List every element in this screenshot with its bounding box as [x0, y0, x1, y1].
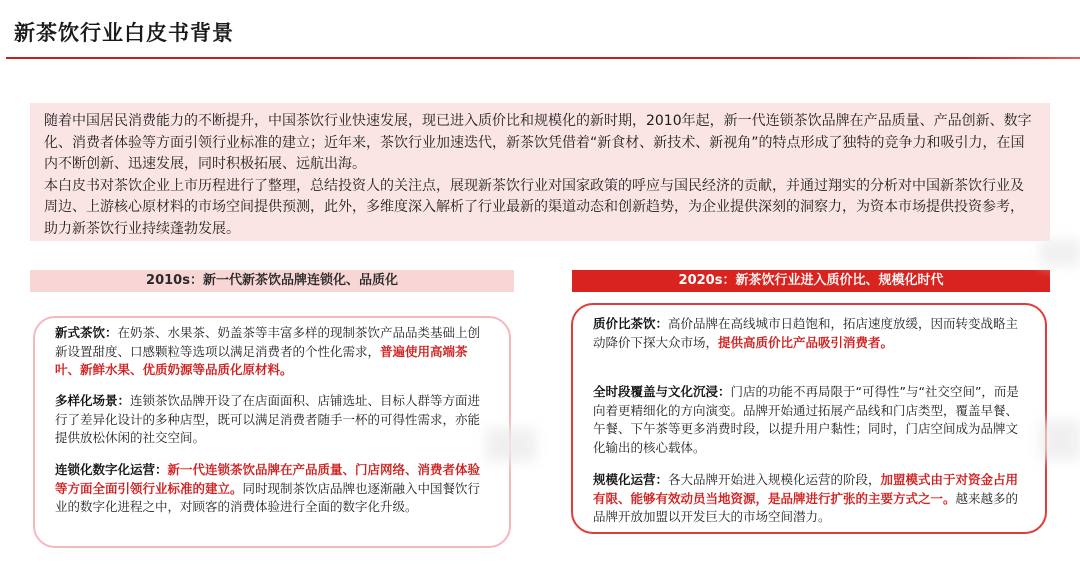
entry-scale-operations — [593, 471, 1025, 527]
entry-highlight: 加盟模式由于对资金占用有限、能够有效动员当地资源，是品牌进行扩张的主要方式之一。 — [593, 472, 1019, 506]
entry-chain-digital-ops — [55, 461, 491, 517]
title-divider — [6, 57, 1080, 59]
entry-text: 连锁茶饮品牌开设了在店面面积、店铺选址、目标人群等方面进行了差异化设计的多种店型，既可以满足消费者随手一杯的可得性需求，亦能提供放松休闲的社交空间。 — [55, 393, 481, 445]
entry-text: 各大品牌开始进入规模化运营的阶段， — [668, 472, 881, 487]
watermark-blur — [1040, 240, 1080, 266]
intro-paragraph-1: 随着中国居民消费能力的不断提升，中国茶饮行业快速发展，现已进入质价比和规模化的新时期，2010年起，新一代连锁茶饮品牌在产品质量、产品创新、数字化、消费者体验等方面引领行业标准的建立；近年来，茶饮行业加速迭代，新茶饮凭借着“新食材、新技术、新视角”的特点形成了独特的竞争力和吸引力，在国内不断创新、迅速发展，同时积极拓展、远航出海。 — [44, 113, 1032, 172]
entry-label: 多样化场景： — [55, 393, 131, 408]
entry-text: 在奶茶、水果茶、奶盖茶等丰富多样的现制茶饮产品品类基础上创新设置甜度、口感颗粒等选项以满足消费者的个性化需求， — [55, 325, 481, 359]
entry-text: 高价品牌在高线城市日趋饱和，拓店速度放缓，因而转变战略主动降价下探大众市场， — [593, 316, 1019, 350]
section-header-2010s: 2010s：新一代新茶饮品牌连锁化、品质化 — [30, 270, 514, 292]
title-divider-accent — [960, 57, 1080, 59]
entry-label: 全时段覆盖与文化沉浸： — [593, 384, 731, 399]
entry-text: 门店的功能不再局限于“可得性”与“社交空间”，而是向着更精细化的方向演变。品牌开始通过拓展产品线和门店类型，覆盖早餐、午餐、下午茶等更多消费时段，以提升用户黏性；同时，门店空间成为品牌文化输出的核心载体。 — [593, 384, 1019, 455]
entry-text-after: 越来越多的品牌开放加盟以开发巨大的市场空间潜力。 — [593, 490, 1019, 524]
card-2020s — [571, 303, 1047, 534]
entry-diverse-scenarios — [55, 392, 491, 448]
card-2010s — [33, 316, 511, 548]
entry-label: 新式茶饮： — [55, 325, 118, 340]
page-title: 新茶饮行业白皮书背景 — [14, 20, 234, 45]
entry-label: 连锁化数字化运营： — [55, 462, 168, 477]
entry-highlight: 新一代连锁茶饮品牌在产品质量、门店网络、消费者体验等方面全面引领行业标准的建立。 — [55, 462, 481, 496]
entry-highlight: 普遍使用高端茶叶、新鲜水果、优质奶源等品质化原材料。 — [55, 343, 468, 377]
entry-highlight: 提供高质价比产品吸引消费者。 — [718, 334, 894, 350]
intro-paragraph-2: 本白皮书对茶饮企业上市历程进行了整理，总结投资人的关注点，展现新茶饮行业对国家政策的呼应与国民经济的贡献，并通过翔实的分析对中国新茶饮行业及周边、上游核心原材料的市场空间提供预测，此外，多维度深入解析了行业最新的渠道动态和创新趋势，为企业提供深刻的洞察力，为资本市场提供投资参考，助力新茶饮行业持续蓬勃发展。 — [44, 177, 1024, 237]
entry-text: 同时现制茶饮店品牌也逐渐融入中国餐饮行业的数字化进程之中，对顾客的消费体验进行全面的数字化升级。 — [55, 480, 481, 514]
watermark-blur — [486, 428, 536, 462]
section-header-2020s: 2020s：新茶饮行业进入质价比、规模化时代 — [572, 270, 1050, 292]
entry-all-day-coverage — [593, 383, 1025, 457]
watermark-blur — [1040, 420, 1080, 460]
entry-label: 质价比茶饮： — [593, 316, 669, 331]
entry-new-style-tea — [55, 324, 491, 380]
entry-label: 规模化运营： — [593, 472, 669, 487]
intro-box — [30, 103, 1050, 241]
entry-value-for-money-tea — [593, 315, 1025, 352]
